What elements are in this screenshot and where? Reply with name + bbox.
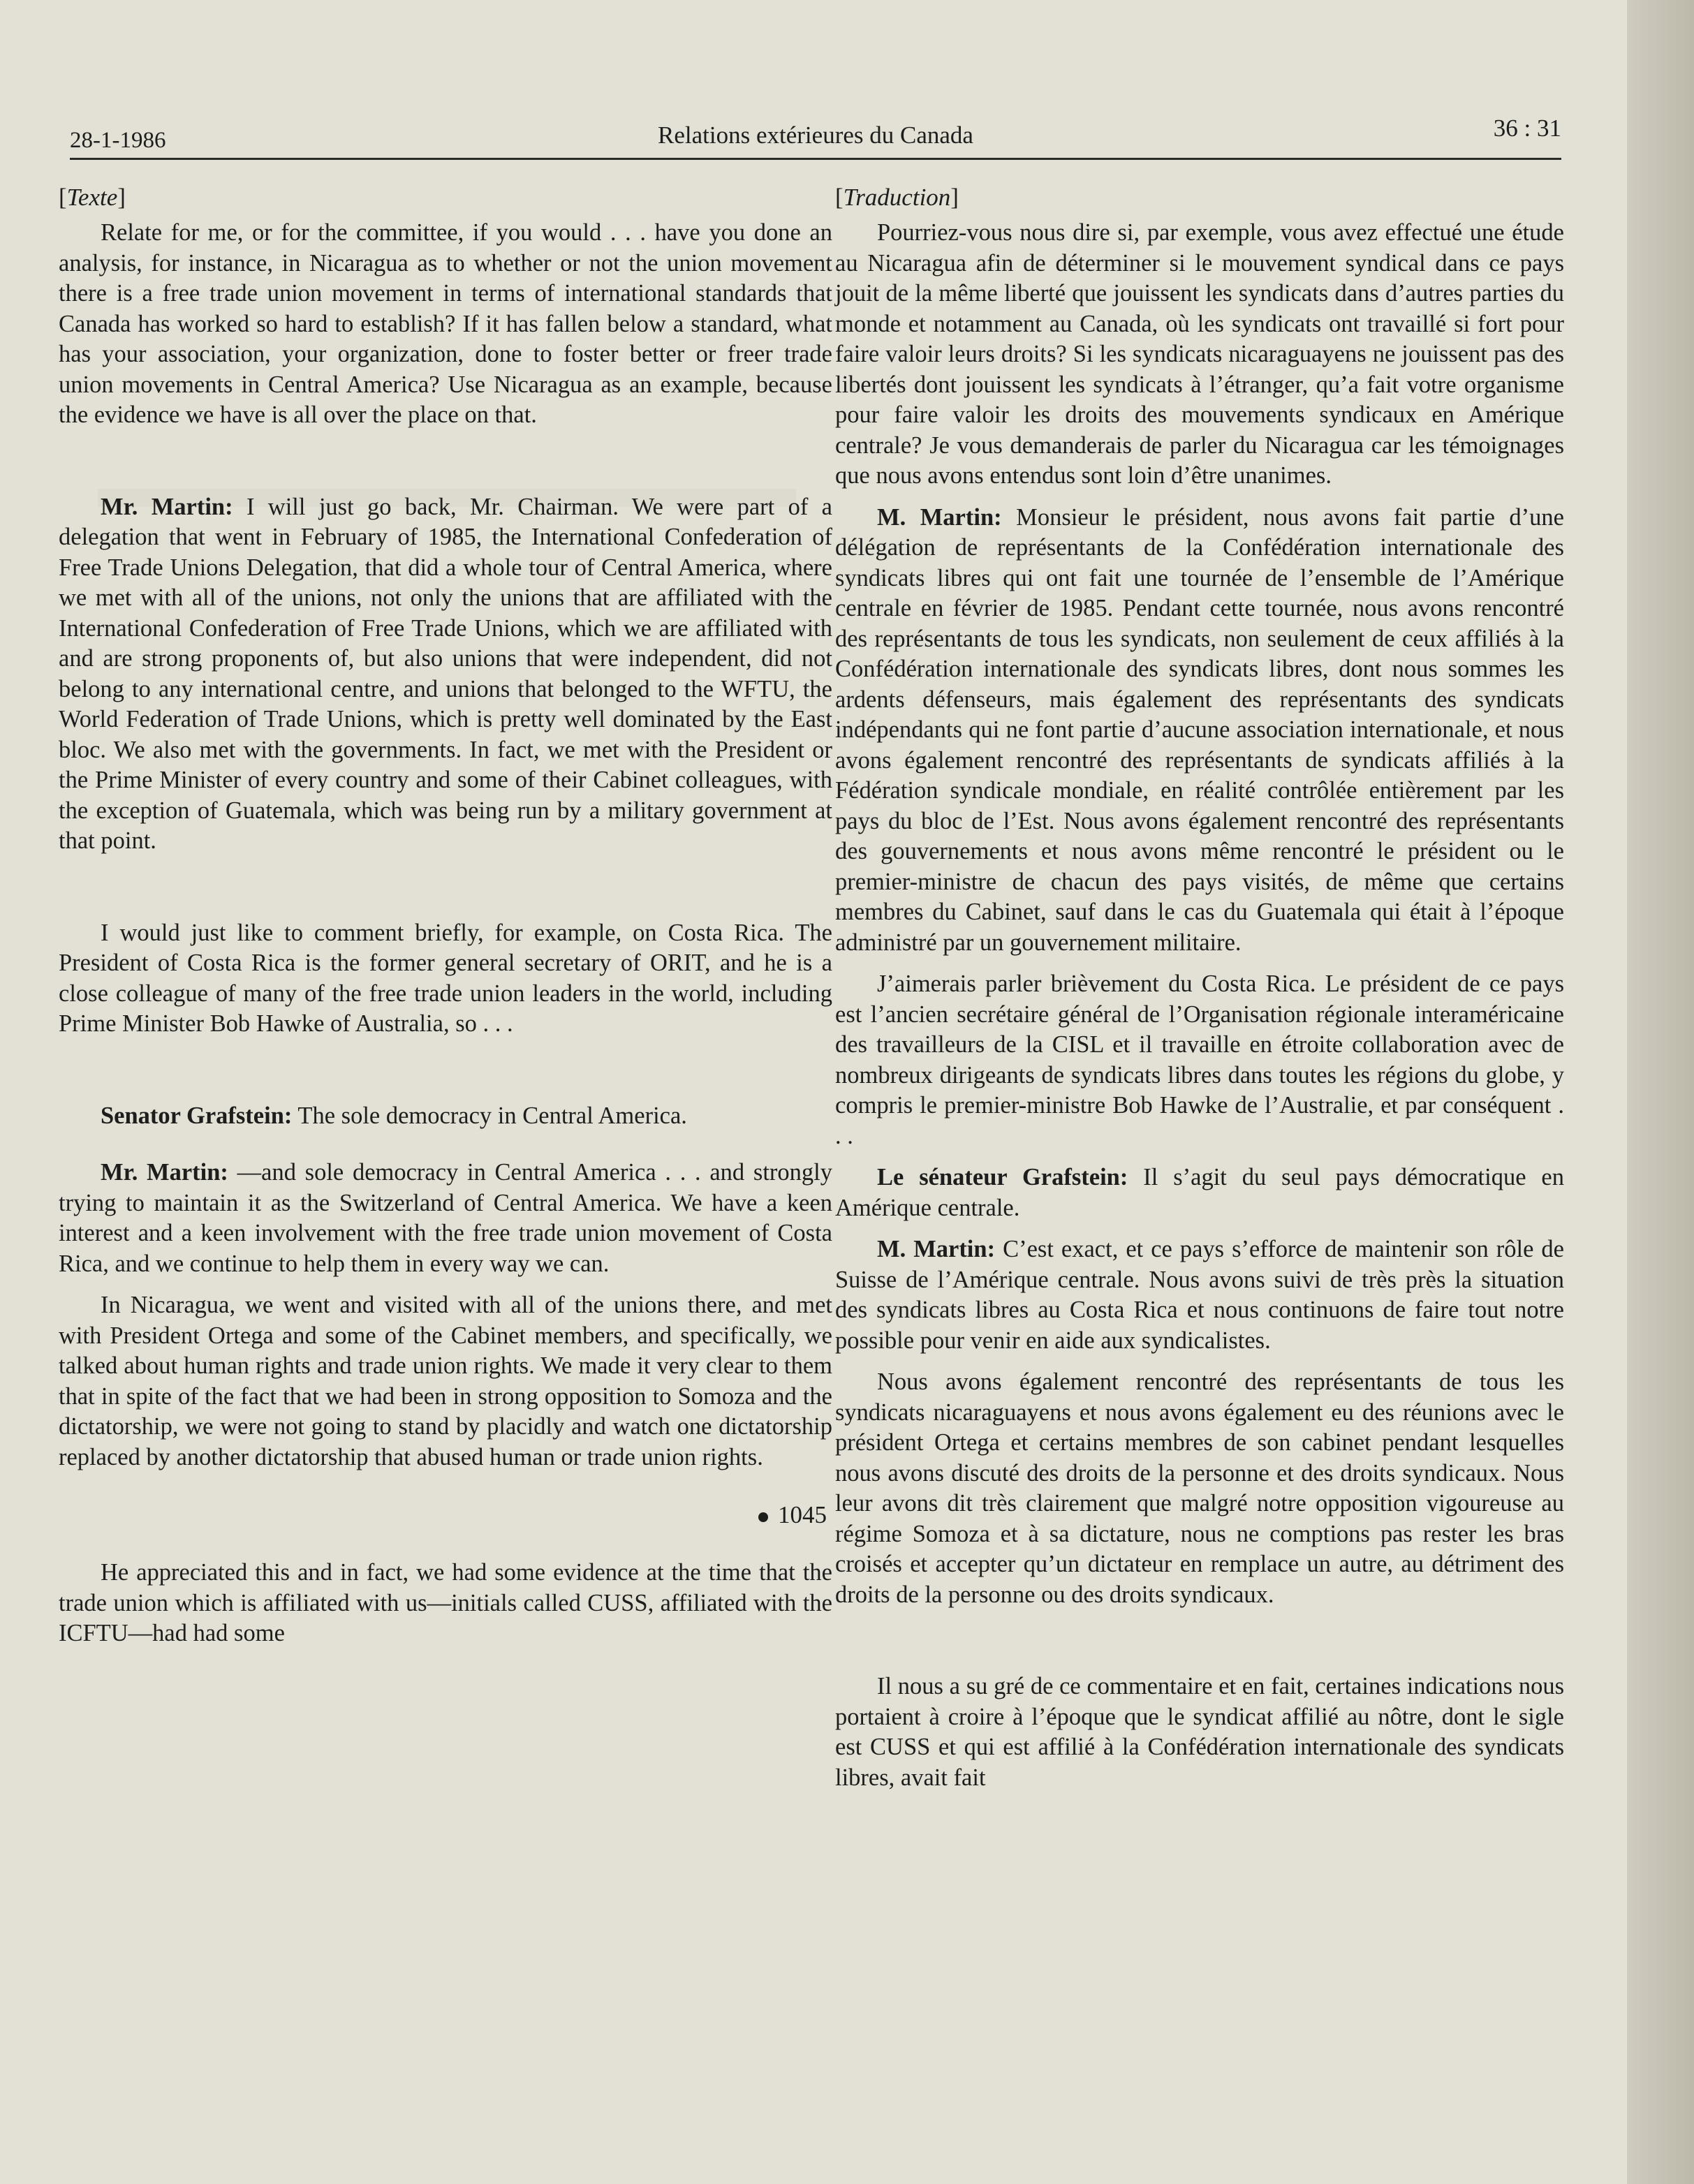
header-date: 28-1-1986	[70, 128, 166, 153]
costa-rica-paragraph: I would just like to comment briefly, for example, on Costa Rica. The President of Costa Rica is the former general secretary of ORIT, and he is a close colleague of many of the free trade union leaders in the world, including Prime Minister Bob Hawke of Australia, so . . .	[59, 919, 832, 1037]
english-column	[59, 182, 832, 2039]
grafstein-paragraph-fr: Le sénateur Grafstein: Il s’agit du seul pays démocratique en Amérique centrale.	[835, 1164, 1564, 1221]
speaker-label: M. Martin:	[877, 503, 1002, 531]
nicaragua-paragraph-fr: Nous avons également rencontré des représentants de tous les syndicats nicaraguayens et nous avons également eu des réunions avec le président Ortega et certains membres de son cabinet pendant lesquelles nous avons discuté des droits de la personne et des droits syndicaux. Nous leur avons dit très clairement que malgré notre opposition vigoureuse au régime Somoza et à sa dictature, nous ne comptions pas rester les bras croisés et accepter qu’un dictateur en remplace un autre, au détriment des droits de la personne ou des droits syndicaux.	[835, 1368, 1564, 1608]
cuss-paragraph-fr: Il nous a su gré de ce commentaire et en fait, certaines indications nous portaient à croire à l’époque que le syndicat affilié au nôtre, dont le sigle est CUSS et qui est affilié à la Confédération internationale des syndicats libres, avait fait	[835, 1673, 1564, 1791]
header-page-number: 36 : 31	[1493, 115, 1561, 142]
speaker-label: Mr. Martin:	[101, 1159, 228, 1186]
nicaragua-paragraph: In Nicaragua, we went and visited with all of the unions there, and met with President Ortega and some of the Cabinet members, and specifically, we talked about human rights and trade union rights. We made it very clear to them that in spite of the fact that we had been in strong opposition to Somoza and the dictatorship, we were not going to stand by placidly and watch one dictatorship replaced by another dictatorship that abused human or trade union rights.	[59, 1292, 832, 1470]
french-column	[835, 182, 1564, 2039]
section-tag-texte: [Texte]	[59, 184, 126, 211]
speaker-label: M. Martin:	[877, 1236, 996, 1262]
martin-answer-paragraph-fr: M. Martin: Monsieur le président, nous avons fait partie d’une délégation de représentants de la Confédération internationale des syndicats libres qui ont fait une tournée de l’ensemble de l’Amérique centrale en février de 1985. Pendant cette tournée, nous avons rencontré des représentants de tous les syndicats, non seulement de ceux affiliés à la Confédération internationale des syndicats libres, dont nous sommes les ardents défenseurs, mais également des représentants des syndicats indépendants qui ne font partie d’aucune association internationale, et nous avons également rencontré des représentants de syndicats affiliés à la Fédération syndicale mondiale, en réalité contrôlée entièrement par les pays du bloc de l’Est. Nous avons également rencontré des représentants des gouvernements et nous avons même rencontré le président ou le premier-ministre de chacun des pays visités, de même que certains membres du Cabinet, sauf dans le cas du Guatemala qui était à l’époque administré par un gouvernement militaire.	[835, 503, 1564, 956]
martin-switzerland-paragraph-fr: M. Martin: C’est exact, et ce pays s’efforce de maintenir son rôle de Suisse de l’Amérique centrale. Nous avons suivi de très près la situation des syndicats libres au Costa Rica et nous continuons de faire tout notre possible pour venir en aide aux syndicalistes.	[835, 1236, 1564, 1354]
martin-answer-paragraph: Mr. Martin: I will just go back, Mr. Chairman. We were part of a delegation that went in February of 1985, the International Confederation of Free Trade Unions Delegation, that did a whole tour of Central America, where we met with all of the unions, not only the unions that are affiliated with the International Confederation of Free Trade Unions, which we are affiliated with and are strong proponents of, but also unions that were independent, did not belong to any international centre, and unions that belonged to the WFTU, the World Federation of Trade Unions, which is pretty well dominated by the East bloc. We also met with the governments. In fact, we met with the President or the Prime Minister of every country and some of their Cabinet colleagues, with the exception of Guatemala, which was being run by a military government at that point.	[59, 493, 832, 854]
speaker-label: Le sénateur Grafstein:	[877, 1164, 1128, 1190]
header-title: Relations extérieures du Canada	[658, 121, 973, 149]
martin-switzerland-paragraph: Mr. Martin: —and sole democracy in Central America . . . and strongly trying to maintain it as the Switzerland of Central America. We have a keen interest and a keen involvement with the free trade union movement of Costa Rica, and we continue to help them in every way we can.	[59, 1159, 832, 1277]
speaker-label: Mr. Martin:	[101, 493, 233, 520]
question-paragraph: Relate for me, or for the committee, if you would . . . have you done an analysis, for instance, in Nicaragua as to whether or not the union movement there is a free trade union movement in terms of international standards that Canada has worked so hard to establish? If it has fallen below a standard, what has your association, your organization, done to foster better or freer trade union movements in Central America? Use Nicaragua as an example, because the evidence we have is all over the place on that.	[59, 219, 832, 428]
costa-rica-paragraph-fr: J’aimerais parler brièvement du Costa Rica. Le président de ce pays est l’ancien secrétaire général de l’Organisation régionale interaméricaine des travailleurs de la CISL et il travaille en étroite collaboration avec de nombreux dirigeants de syndicats libres dans toutes les régions du globe, y compris le premier-ministre Bob Hawke de l’Australie, et par conséquent . . .	[835, 971, 1564, 1149]
time-marker: 1045	[59, 1499, 832, 1531]
grafstein-paragraph: Senator Grafstein: The sole democracy in Central America.	[101, 1102, 687, 1129]
question-paragraph-fr: Pourriez-vous nous dire si, par exemple, vous avez effectué une étude au Nicaragua afin de déterminer si le mouvement syndical dans ce pays jouit de la même liberté que jouissent les syndicats dans d’autres parties du monde et notamment au Canada, où les syndicats ont travaillé si fort pour faire valoir leurs droits? Si les syndicats nicaraguayens ne jouissent pas des libertés dont jouissent les syndicats à l’étranger, qu’a fait votre organisme pour faire valoir les droits des mouvements syndicaux en Amérique centrale? Je vous demanderais de parler du Nicaragua car les témoignages que nous avons entendus sont loin d’être unanimes.	[835, 219, 1564, 489]
speaker-label: Senator Grafstein:	[101, 1102, 293, 1129]
section-tag-traduction: [Traduction]	[835, 184, 959, 211]
bullet-dot-icon	[758, 1512, 768, 1522]
page-header	[70, 98, 1561, 160]
scan-binding-edge	[1627, 0, 1694, 2184]
cuss-paragraph: He appreciated this and in fact, we had some evidence at the time that the trade union which is affiliated with us—initials called CUSS, affiliated with the ICFTU—had had some	[59, 1559, 832, 1646]
